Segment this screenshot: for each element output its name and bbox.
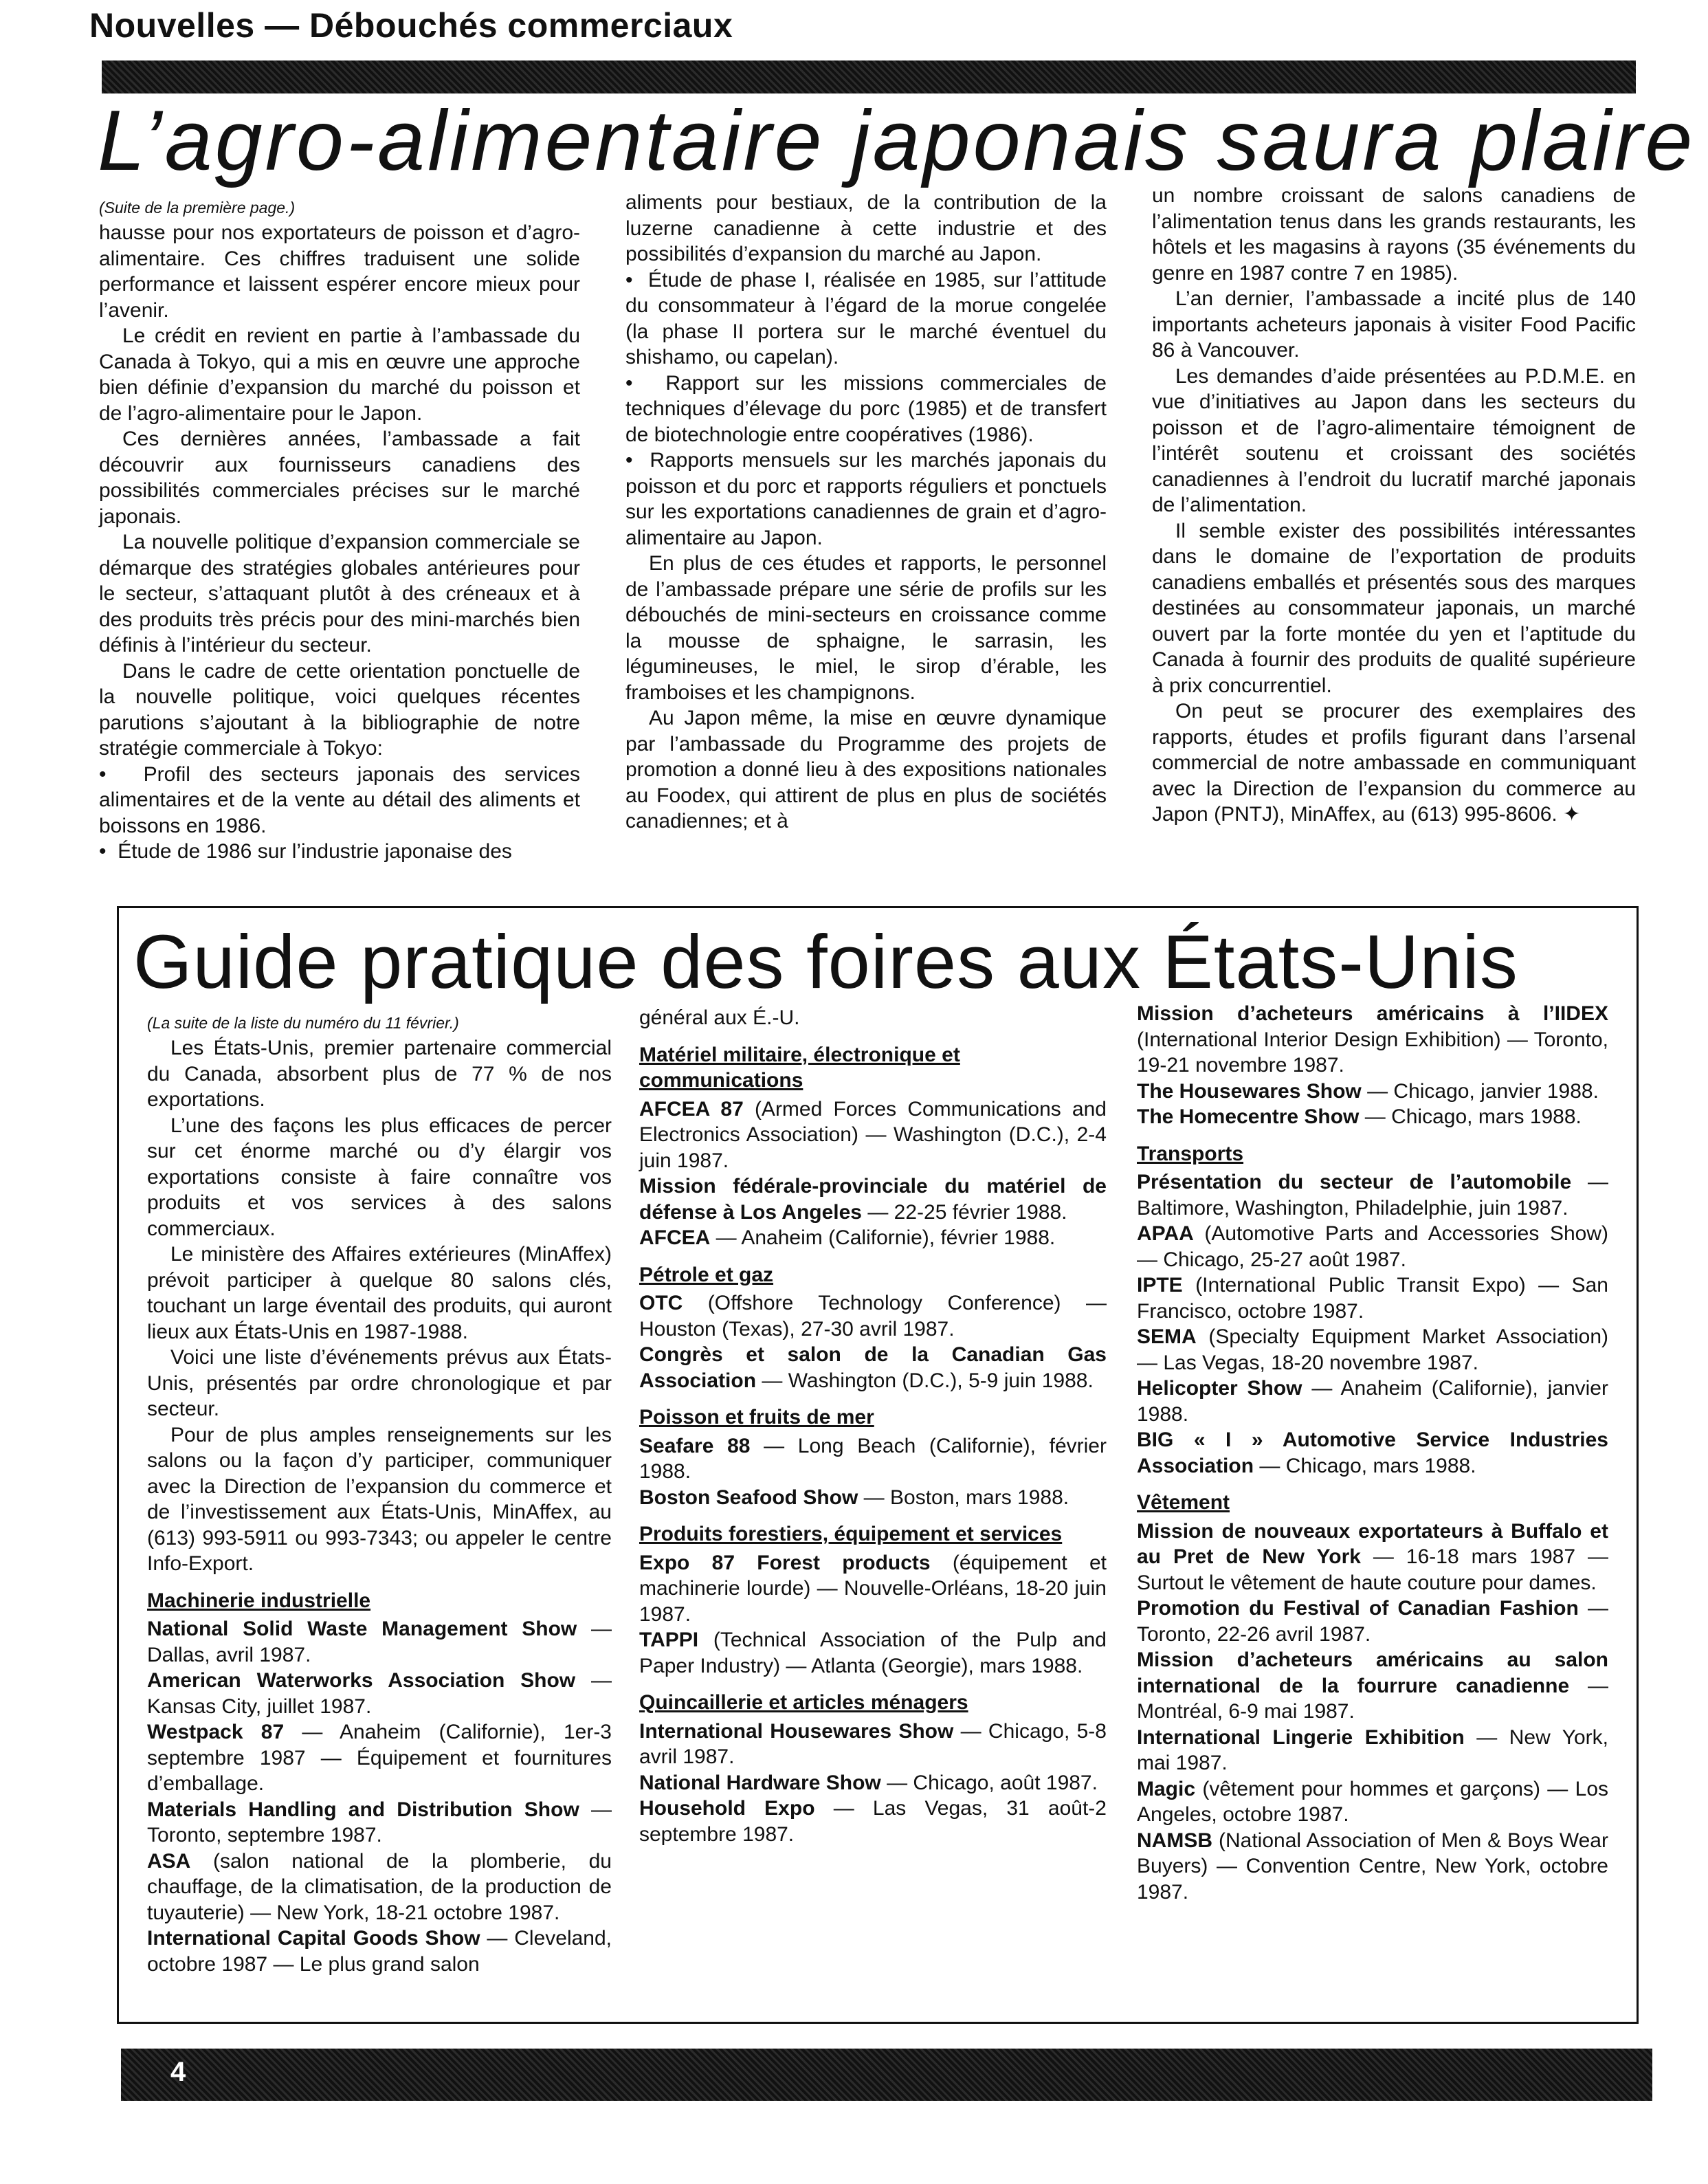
- fair-details: (International Public Transit Expo) — San Francisco, octobre 1987.: [1137, 1274, 1608, 1323]
- fair-details: — Long Beach (Californie), février 1988.: [639, 1434, 1107, 1483]
- guide-column-2: [639, 1005, 1107, 1847]
- category-heading: Produits forestiers, équipement et services: [639, 1523, 1063, 1545]
- bullet-item: • Rapport sur les missions commerciales de techniques d’élevage du porc (1985) et de transfert de biotechnologie entre coopératives (1986).: [625, 371, 1107, 448]
- fair-details: — Toronto, septembre 1987.: [147, 1798, 612, 1846]
- fair-details: — Chicago, janvier 1988.: [1361, 1079, 1599, 1103]
- paragraph: En plus de ces études et rapports, le personnel de l’ambassade prépare une série de profils sur les débouchés de mini-secteurs en croissance comme la mousse de sphaigne, le sarrasin, les légumineuses, le miel, le sirop d’érable, les framboises et les champignons.: [625, 552, 1107, 704]
- fair-name: Boston Seafood Show: [639, 1486, 858, 1509]
- fair-details: — Anaheim (Californie), février 1988.: [710, 1226, 1056, 1249]
- continuation-note: (La suite de la liste du numéro du 11 février.): [147, 1014, 459, 1032]
- fair-name: Congrès et salon de la Canadian Gas Association: [639, 1343, 1107, 1392]
- fair-name: SEMA: [1137, 1325, 1197, 1348]
- fair-entry: [1137, 1169, 1608, 1221]
- fair-entry: [1137, 1647, 1608, 1725]
- category-heading: Matériel militaire, électronique et communications: [639, 1043, 960, 1092]
- paragraph: hausse pour nos exportateurs de poisson et d’agro-alimentaire. Ces chiffres traduisent une solide performance et laissent espérer encore mieux pour l’avenir.: [99, 221, 580, 322]
- bullet-item: • Profil des secteurs japonais des services alimentaires et de la vente au détail des aliments et boissons en 1986.: [99, 762, 580, 839]
- fair-name: Promotion du Festival of Canadian Fashion: [1137, 1597, 1579, 1620]
- article-column-1: [99, 195, 580, 865]
- fair-entry: [1137, 1221, 1608, 1272]
- fair-details: — Anaheim (Californie), 1er-3 septembre 1987 — Équipement et fournitures d’emballage.: [147, 1721, 612, 1795]
- bullet-item: • Étude de phase I, réalisée en 1985, sur l’attitude du consommateur à l’égard de la morue congelée (la phase II portera sur le marché éventuel du shishamo, ou capelan).: [625, 267, 1107, 371]
- paragraph: Il semble exister des possibilités intéressantes dans le domaine de l’exportation de produits canadiens emballés et présentés sous des marques destinées au consommateur japonais, un marché ouvert par la forte montée du yen et l’aptitude du Canada à fournir des produits de qualité supérieure à prix concurrentiel.: [1152, 519, 1636, 697]
- paragraph: L’an dernier, l’ambassade a incité plus de 140 importants acheteurs japonais à visiter Food Pacific 86 à Vancouver.: [1152, 287, 1636, 362]
- fair-name: Mission de nouveaux exportateurs à Buffalo et au Pret de New York: [1137, 1519, 1608, 1568]
- fair-name: Westpack 87: [147, 1721, 285, 1743]
- guide-headline: Guide pratique des foires aux États-Unis: [133, 920, 1518, 1004]
- fair-name: National Solid Waste Management Show: [147, 1618, 577, 1640]
- fair-name: National Hardware Show: [639, 1771, 881, 1794]
- fair-details: (Technical Association of the Pulp and Paper Industry) — Atlanta (Georgie), mars 1988.: [639, 1629, 1107, 1677]
- section-list: [639, 1042, 1107, 1848]
- fair-entry: [1137, 1001, 1608, 1079]
- section-list: [147, 1588, 612, 1978]
- fair-details: (salon national de la plomberie, du chauffage, de la climatisation, de la production de tuyauterie) — New York, 18-21 octobre 1987.: [147, 1849, 612, 1924]
- fair-entry: [1137, 1828, 1608, 1906]
- fair-entry: [1137, 1596, 1608, 1647]
- paragraph: un nombre croissant de salons canadiens de l’alimentation tenus dans les grands restaurants, les hôtels et les magasins à rayons (35 événements du genre en 1987 contre 7 en 1985).: [1152, 184, 1636, 285]
- fair-entry: [1137, 1725, 1608, 1776]
- fair-entry: [639, 1173, 1107, 1225]
- fair-entry: [639, 1796, 1107, 1847]
- end-mark-icon: ✦: [1563, 803, 1581, 826]
- paragraph: Le crédit en revient en partie à l’ambassade du Canada à Tokyo, qui a mis en œuvre une approche bien définie d’expansion du marché du poisson et de l’agro-alimentaire pour le Japon.: [99, 324, 580, 425]
- fair-entry: [1137, 1519, 1608, 1596]
- category-heading: Quincaillerie et articles ménagers: [639, 1691, 968, 1714]
- guide-column-1: [147, 1011, 612, 1977]
- footer-rule: [121, 2049, 1652, 2101]
- fair-details: — Baltimore, Washington, Philadelphie, juin 1987.: [1137, 1171, 1608, 1220]
- fair-details: (National Association of Men & Boys Wear Buyers) — Convention Centre, New York, octobre 1987.: [1137, 1829, 1608, 1904]
- fair-name: The Homecentre Show: [1137, 1105, 1360, 1128]
- fair-entry: [639, 1225, 1107, 1251]
- fair-entry: [147, 1849, 612, 1926]
- fair-entry: [639, 1627, 1107, 1679]
- category-heading: Transports: [1137, 1142, 1244, 1165]
- category-heading: Poisson et fruits de mer: [639, 1406, 874, 1429]
- fair-name: AFCEA 87: [639, 1097, 744, 1121]
- fair-name: Magic: [1137, 1777, 1196, 1800]
- fair-details: (Specialty Equipment Market Association) — Las Vegas, 18-20 novembre 1987.: [1137, 1325, 1608, 1374]
- fair-name: International Lingerie Exhibition: [1137, 1725, 1465, 1749]
- fair-entry: [147, 1797, 612, 1849]
- paragraph: Ces dernières années, l’ambassade a fait découvrir aux fournisseurs canadiens des possibilités commerciales précises sur le marché japonais.: [99, 428, 580, 528]
- fair-details: (International Interior Design Exhibition) — Toronto, 19-21 novembre 1987.: [1137, 1028, 1608, 1077]
- fair-name: Seafare 88: [639, 1434, 751, 1457]
- paragraph: Pour de plus amples renseignements sur les salons ou la façon d’y participer, communiquer avec la Direction de l’expansion du commerce et de l’investissement aux États-Unis, MinAffex, au (613) 993-5911 ou 993-7343; ou appeler le centre Info-Export.: [147, 1423, 612, 1575]
- paragraph: aliments pour bestiaux, de la contribution de la luzerne canadienne à cette industrie et des possibilités d’expansion du marché au Japon.: [625, 191, 1107, 265]
- fair-name: ASA: [147, 1849, 191, 1873]
- fair-name: Helicopter Show: [1137, 1377, 1302, 1400]
- fair-details: — Boston, mars 1988.: [858, 1486, 1069, 1509]
- bullet-item: • Étude de 1986 sur l’industrie japonaise des: [99, 839, 580, 865]
- fair-entry: [147, 1926, 612, 1977]
- fair-entry: [1137, 1272, 1608, 1324]
- fair-name: Présentation du secteur de l’automobile: [1137, 1171, 1572, 1193]
- fair-entry: [147, 1719, 612, 1797]
- paragraph: Voici une liste d’événements prévus aux États-Unis, présentés par ordre chronologique et par secteur.: [147, 1346, 612, 1420]
- fair-entry: [639, 1433, 1107, 1485]
- fair-entry: [639, 1719, 1107, 1770]
- category-heading: Vêtement: [1137, 1491, 1230, 1514]
- fair-details: (Offshore Technology Conference) — Houston (Texas), 27-30 avril 1987.: [639, 1292, 1107, 1341]
- fair-name: NAMSB: [1137, 1829, 1212, 1852]
- fair-details: — Chicago, mars 1988.: [1254, 1454, 1476, 1477]
- fair-entry: [639, 1550, 1107, 1628]
- fair-name: Mission fédérale-provinciale du matériel de défense à Los Angeles: [639, 1175, 1107, 1224]
- fair-name: Mission d’acheteurs américains au salon international de la fourrure canadienne: [1137, 1648, 1608, 1697]
- fair-name: AFCEA: [639, 1226, 711, 1249]
- fair-entry: [639, 1290, 1107, 1342]
- fair-name: Expo 87 Forest products: [639, 1551, 931, 1574]
- fair-name: International Capital Goods Show: [147, 1927, 480, 1950]
- paragraph: La nouvelle politique d’expansion commerciale se démarque des stratégies globales antérieures pour le secteur, s’attaquant plutôt à des créneaux et à des produits très précis pour des mini-marchés bien définis à l’intérieur du secteur.: [99, 531, 580, 657]
- fair-name: APAA: [1137, 1222, 1194, 1245]
- fair-entry: [1137, 1079, 1608, 1105]
- paragraph: Dans le cadre de cette orientation ponctuelle de la nouvelle politique, voici quelques récentes parutions s’ajoutant à la bibliographie de notre stratégie commerciale à Tokyo:: [99, 659, 580, 760]
- fair-details: — Chicago, mars 1988.: [1359, 1105, 1582, 1128]
- fair-details: — Cleveland, octobre 1987 — Le plus grand salon: [147, 1927, 612, 1976]
- category-heading: Pétrole et gaz: [639, 1263, 774, 1286]
- bullet-item: • Rapports mensuels sur les marchés japonais du poisson et du porc et rapports réguliers et ponctuels sur les exportations canadiennes de grain et d’agro-alimentaire au Japon.: [625, 448, 1107, 551]
- paragraph-text: On peut se procurer des exemplaires des rapports, études et profils figurant dans l’arsenal commercial de notre ambassade en communiquant avec la Direction de l’expansion du commerce au Japon (PNTJ), MinAffex, au (613) 995-8606.: [1152, 700, 1636, 826]
- page-number: 4: [170, 2057, 186, 2087]
- fair-entry: [1137, 1776, 1608, 1828]
- paragraph: [1152, 698, 1636, 828]
- fair-entry: [1137, 1427, 1608, 1479]
- paragraph: Le ministère des Affaires extérieures (MinAffex) prévoit participer à quelque 80 salons clés, touchant un large éventail des produits, qui auront lieux aux États-Unis en 1987-1988.: [147, 1243, 612, 1343]
- fair-details: — Montréal, 6-9 mai 1987.: [1137, 1674, 1608, 1723]
- fair-details: (Armed Forces Communications and Electronics Association) — Washington (D.C.), 2-4 juin 1987.: [639, 1097, 1107, 1172]
- category-heading: Machinerie industrielle: [147, 1589, 371, 1612]
- article-column-2: [625, 190, 1107, 835]
- fair-details: — Kansas City, juillet 1987.: [147, 1669, 612, 1718]
- fair-name: International Housewares Show: [639, 1719, 954, 1743]
- fair-name: Materials Handling and Distribution Show: [147, 1798, 579, 1821]
- fair-entry: [639, 1770, 1107, 1796]
- fair-details: — Anaheim (Californie), janvier 1988.: [1137, 1377, 1608, 1426]
- paragraph: Les demandes d’aide présentées au P.D.M.E. en vue d’initiatives au Japon dans les secteurs du poisson et de l’agro-alimentaire témoignent de l’intérêt soutenu et croissant des sociétés canadiennes à l’endroit du lucratif marché japonais de l’alimentation.: [1152, 364, 1636, 516]
- fair-entry: [1137, 1376, 1608, 1427]
- paragraph: Au Japon même, la mise en œuvre dynamique par l’ambassade du Programme des projets de promotion a donné lieu à des expositions nationales au Foodex, qui attirent de plus en plus de sociétés canadiennes; et à: [625, 707, 1107, 832]
- paragraph: Les États-Unis, premier partenaire commercial du Canada, absorbent plus de 77 % de nos exportations.: [147, 1037, 612, 1111]
- fair-details: (vêtement pour hommes et garçons) — Los Angeles, octobre 1987.: [1137, 1777, 1608, 1826]
- fair-details: — Washington (D.C.), 5-9 juin 1988.: [756, 1369, 1094, 1392]
- fair-details: — 22-25 février 1988.: [862, 1200, 1067, 1224]
- fair-details: — New York, mai 1987.: [1137, 1725, 1608, 1774]
- fair-name: The Housewares Show: [1137, 1079, 1362, 1103]
- article-headline: L’agro-alimentaire japonais saura plaire: [98, 93, 1696, 188]
- header-rule: [102, 60, 1636, 93]
- fair-details: — 16-18 mars 1987 — Surtout le vêtement de haute couture pour dames.: [1137, 1545, 1608, 1594]
- fair-details: — Chicago, août 1987.: [880, 1771, 1098, 1794]
- section-list: [1137, 1001, 1608, 1905]
- fair-details: (équipement et machinerie lourde) — Nouvelle-Orléans, 18-20 juin 1987.: [639, 1551, 1107, 1626]
- fair-entry: [639, 1342, 1107, 1393]
- fair-entry: [1137, 1104, 1608, 1130]
- fair-details: — Chicago, 5-8 avril 1987.: [639, 1719, 1107, 1768]
- fair-entry: [147, 1616, 612, 1668]
- fair-entry: [639, 1485, 1107, 1511]
- fair-details: — Dallas, avril 1987.: [147, 1618, 612, 1666]
- fair-name: IPTE: [1137, 1274, 1183, 1297]
- fair-name: OTC: [639, 1292, 683, 1314]
- fair-entry: [639, 1096, 1107, 1174]
- guide-column-3: [1137, 1001, 1608, 1905]
- article-column-3: [1152, 183, 1636, 828]
- fair-name: Mission d’acheteurs américains à l’IIDEX: [1137, 1002, 1608, 1025]
- paragraph: L’une des façons les plus efficaces de percer sur cet énorme marché ou d’y élargir vos exportations consiste à faire connaître vos produits et vos services à des salons commerciaux.: [147, 1114, 612, 1240]
- fair-entry: [147, 1668, 612, 1719]
- section-label: Nouvelles — Débouchés commerciaux: [89, 6, 733, 45]
- fair-details: — Las Vegas, 31 août-2 septembre 1987.: [639, 1797, 1107, 1846]
- continuation-note: (Suite de la première page.): [99, 199, 296, 217]
- fair-name: BIG « I » Automotive Service Industries Association: [1137, 1429, 1608, 1477]
- fair-entry: [1137, 1324, 1608, 1376]
- fair-name: TAPPI: [639, 1629, 699, 1651]
- fair-name: American Waterworks Association Show: [147, 1669, 576, 1692]
- fair-name: Household Expo: [639, 1797, 815, 1820]
- paragraph: général aux É.-U.: [639, 1006, 800, 1029]
- fair-details: — Toronto, 22-26 avril 1987.: [1137, 1597, 1608, 1646]
- fair-details: (Automotive Parts and Accessories Show) — Chicago, 25-27 août 1987.: [1137, 1222, 1608, 1271]
